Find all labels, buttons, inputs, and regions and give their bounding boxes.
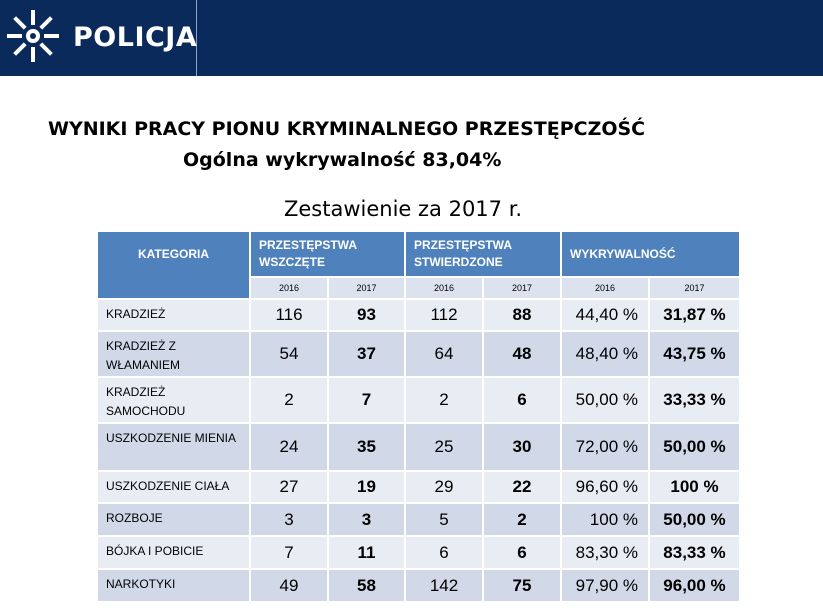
initiated-2017: 3	[328, 503, 405, 536]
header-confirmed: PRZESTĘPSTWA STWIERDZONE	[405, 232, 561, 277]
confirmed-2016: 6	[405, 536, 483, 569]
year-label: 2016	[250, 277, 328, 299]
detection-2017: 33,33 %	[649, 377, 740, 423]
table-row	[98, 536, 740, 569]
category-cell: ROZBOJE	[98, 503, 250, 536]
header-blank	[98, 277, 250, 299]
detection-2017: 50,00 %	[649, 503, 740, 536]
initiated-2017: 37	[328, 331, 405, 377]
summary-caption: Zestawienie za 2017 r.	[284, 197, 523, 221]
confirmed-2017: 6	[483, 377, 561, 423]
detection-2017: 83,33 %	[649, 536, 740, 569]
detection-2016: 48,40 %	[561, 331, 649, 377]
detection-2016: 44,40 %	[561, 299, 649, 331]
detection-2016: 72,00 %	[561, 423, 649, 471]
initiated-2016: 54	[250, 331, 328, 377]
year-label: 2017	[649, 277, 740, 299]
detection-2016: 96,60 %	[561, 471, 649, 503]
confirmed-2017: 2	[483, 503, 561, 536]
year-label: 2017	[328, 277, 405, 299]
confirmed-2017: 75	[483, 569, 561, 601]
confirmed-2016: 5	[405, 503, 483, 536]
category-cell: KRADZIEŻ	[98, 299, 250, 331]
brand-name: POLICJA	[73, 22, 198, 53]
detection-2016: 97,90 %	[561, 569, 649, 601]
table-row	[98, 377, 740, 423]
initiated-2016: 49	[250, 569, 328, 601]
table-row	[98, 471, 740, 503]
category-cell: USZKODZENIE CIAŁA	[98, 471, 250, 503]
confirmed-2017: 30	[483, 423, 561, 471]
table-row	[98, 299, 740, 331]
initiated-2016: 3	[250, 503, 328, 536]
initiated-2017: 58	[328, 569, 405, 601]
category-cell: KRADZIEŻ Z WŁAMANIEM	[98, 331, 250, 377]
confirmed-2016: 25	[405, 423, 483, 471]
confirmed-2017: 6	[483, 536, 561, 569]
table-row	[98, 423, 740, 471]
confirmed-2017: 22	[483, 471, 561, 503]
detection-2017: 100 %	[649, 471, 740, 503]
detection-2017: 50,00 %	[649, 423, 740, 471]
initiated-2016: 2	[250, 377, 328, 423]
initiated-2017: 7	[328, 377, 405, 423]
table-row	[98, 503, 740, 536]
initiated-2016: 116	[250, 299, 328, 331]
confirmed-2016: 29	[405, 471, 483, 503]
table-row	[98, 331, 740, 377]
category-cell: NARKOTYKI	[98, 569, 250, 601]
initiated-2016: 7	[250, 536, 328, 569]
initiated-2017: 11	[328, 536, 405, 569]
year-label: 2016	[561, 277, 649, 299]
category-cell: BÓJKA I POBICIE	[98, 536, 250, 569]
year-label: 2016	[405, 277, 483, 299]
initiated-2017: 93	[328, 299, 405, 331]
header-category: KATEGORIA	[98, 232, 250, 277]
header-bar	[0, 0, 823, 76]
initiated-2016: 24	[250, 423, 328, 471]
category-cell: USZKODZENIE MIENIA	[98, 423, 250, 471]
detection-2016: 50,00 %	[561, 377, 649, 423]
confirmed-2016: 142	[405, 569, 483, 601]
confirmed-2016: 112	[405, 299, 483, 331]
page-subtitle-rate: Ogólna wykrywalność 83,04%	[183, 149, 502, 171]
table-row	[98, 569, 740, 601]
header-detection: WYKRYWALNOŚĆ	[561, 232, 740, 277]
confirmed-2016: 64	[405, 331, 483, 377]
detection-2017: 96,00 %	[649, 569, 740, 601]
confirmed-2017: 88	[483, 299, 561, 331]
detection-2017: 43,75 %	[649, 331, 740, 377]
category-cell: KRADZIEŻ SAMOCHODU	[98, 377, 250, 423]
detection-2016: 83,30 %	[561, 536, 649, 569]
confirmed-2016: 2	[405, 377, 483, 423]
initiated-2017: 19	[328, 471, 405, 503]
detection-2017: 31,87 %	[649, 299, 740, 331]
confirmed-2017: 48	[483, 331, 561, 377]
initiated-2016: 27	[250, 471, 328, 503]
page-title: WYNIKI PRACY PIONU KRYMINALNEGO PRZESTĘPCZOŚĆ	[48, 118, 646, 140]
logo[interactable]	[0, 0, 197, 76]
police-star-icon	[5, 8, 61, 64]
statistics-table	[98, 232, 741, 601]
detection-2016: 100 %	[561, 503, 649, 536]
initiated-2017: 35	[328, 423, 405, 471]
header-initiated: PRZESTĘPSTWA WSZCZĘTE	[250, 232, 405, 277]
year-label: 2017	[483, 277, 561, 299]
